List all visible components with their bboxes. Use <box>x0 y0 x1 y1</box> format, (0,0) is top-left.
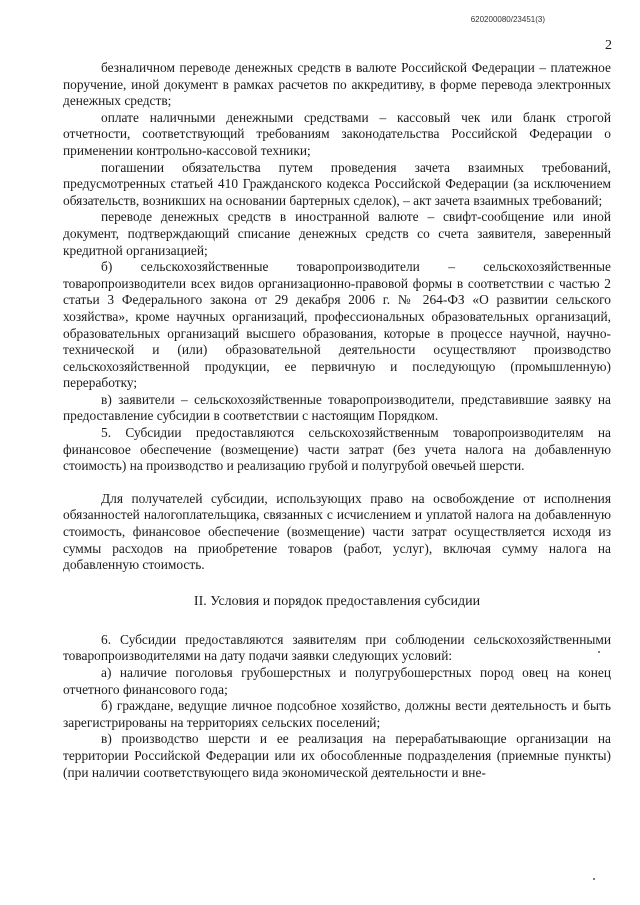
paragraph-vat-exemption: Для получателей субсидии, использующих право на освобождение от исполнения обязанностей налогоплательщика, связанных с исчислением и уплатой налога на добавленную стоимость, финансовое обеспечение (возмещение) части затрат осуществляется исходя из суммы расходов на приобретение товаров (работ, услуг), включая сумму налога на добавленную стоимость. <box>63 490 611 573</box>
paragraph-item-5: 5. Субсидии предоставляются сельскохозяйственным товаропроизводителям на финансовое обеспечение (возмещение) части затрат (без учета налога на добавленную стоимость) на производство и реализацию грубой и полугрубой овечьей шерсти. <box>63 425 611 474</box>
paragraph-definition-producers: б) сельскохозяйственные товаропроизводители – сельскохозяйственные товаропроизводители всех видов организационно-правовой формы в соответствии с частью 2 статьи 3 Федерального закона от 29 декабря 2006 г. № 264-ФЗ «О развитии сельского хозяйства», кроме научных организаций, профессиональных образовательных организаций, образовательных организаций высшего образования, которые в процессе научной, научно-технической и (или) образовательной деятельности осуществляют производство сельскохозяйственной продукции, ее первичную и последующую (промышленную) переработку; <box>63 259 611 391</box>
paragraph-condition-a: а) наличие поголовья грубошерстных и полугрубошерстных пород овец на конец отчетного финансового года; <box>63 665 611 697</box>
document-body <box>63 60 611 781</box>
scan-speck <box>598 651 600 653</box>
paragraph-item-6: 6. Субсидии предоставляются заявителям при соблюдении сельскохозяйственными товаропроизводителями на дату подачи заявки следующих условий: <box>63 631 611 664</box>
section-heading: II. Условия и порядок предоставления субсидии <box>193 593 481 609</box>
scan-speck <box>593 878 595 880</box>
paragraph-foreign-currency: переводе денежных средств в иностранной валюте – свифт-сообщение или иной документ, подтверждающий списание денежных средств со счета заявителя, заверенный кредитной организацией; <box>63 209 611 258</box>
page-number: 2 <box>605 38 612 53</box>
paragraph-condition-b: б) граждане, ведущие личное подсобное хозяйство, должны вести деятельность и быть зарегистрированы на территориях сельских поселений; <box>63 698 611 730</box>
paragraph-offset: погашении обязательства путем проведения зачета взаимных требований, предусмотренных статьей 410 Гражданского кодекса Российской Федерации (за исключением обязательств, возникших на основании бартерных сделок), – акт зачета взаимных требований; <box>63 159 611 208</box>
document-code: 620200080/23451(3) <box>470 15 545 24</box>
paragraph-cashless-transfer: безналичном переводе денежных средств в валюте Российской Федерации – платежное поручение, иной документ в рамках расчетов по аккредитиву, в форме перевода электронных денежных средств; <box>63 60 611 109</box>
paragraph-cash-payment: оплате наличными денежными средствами – кассовый чек или бланк строгой отчетности, соответствующий требованиям законодательства Российской Федерации о применении контрольно-кассовой техники; <box>63 109 611 158</box>
paragraph-definition-applicants: в) заявители – сельскохозяйственные товаропроизводители, представившие заявку на предоставление субсидии в соответствии с настоящим Порядком. <box>63 391 611 424</box>
paragraph-condition-c: в) производство шерсти и ее реализация на перерабатывающие организации на территории Российской Федерации или их обособленные подразделения (приемные пункты) (при наличии соответствующего вида экономической деятельности и вне- <box>63 731 611 780</box>
